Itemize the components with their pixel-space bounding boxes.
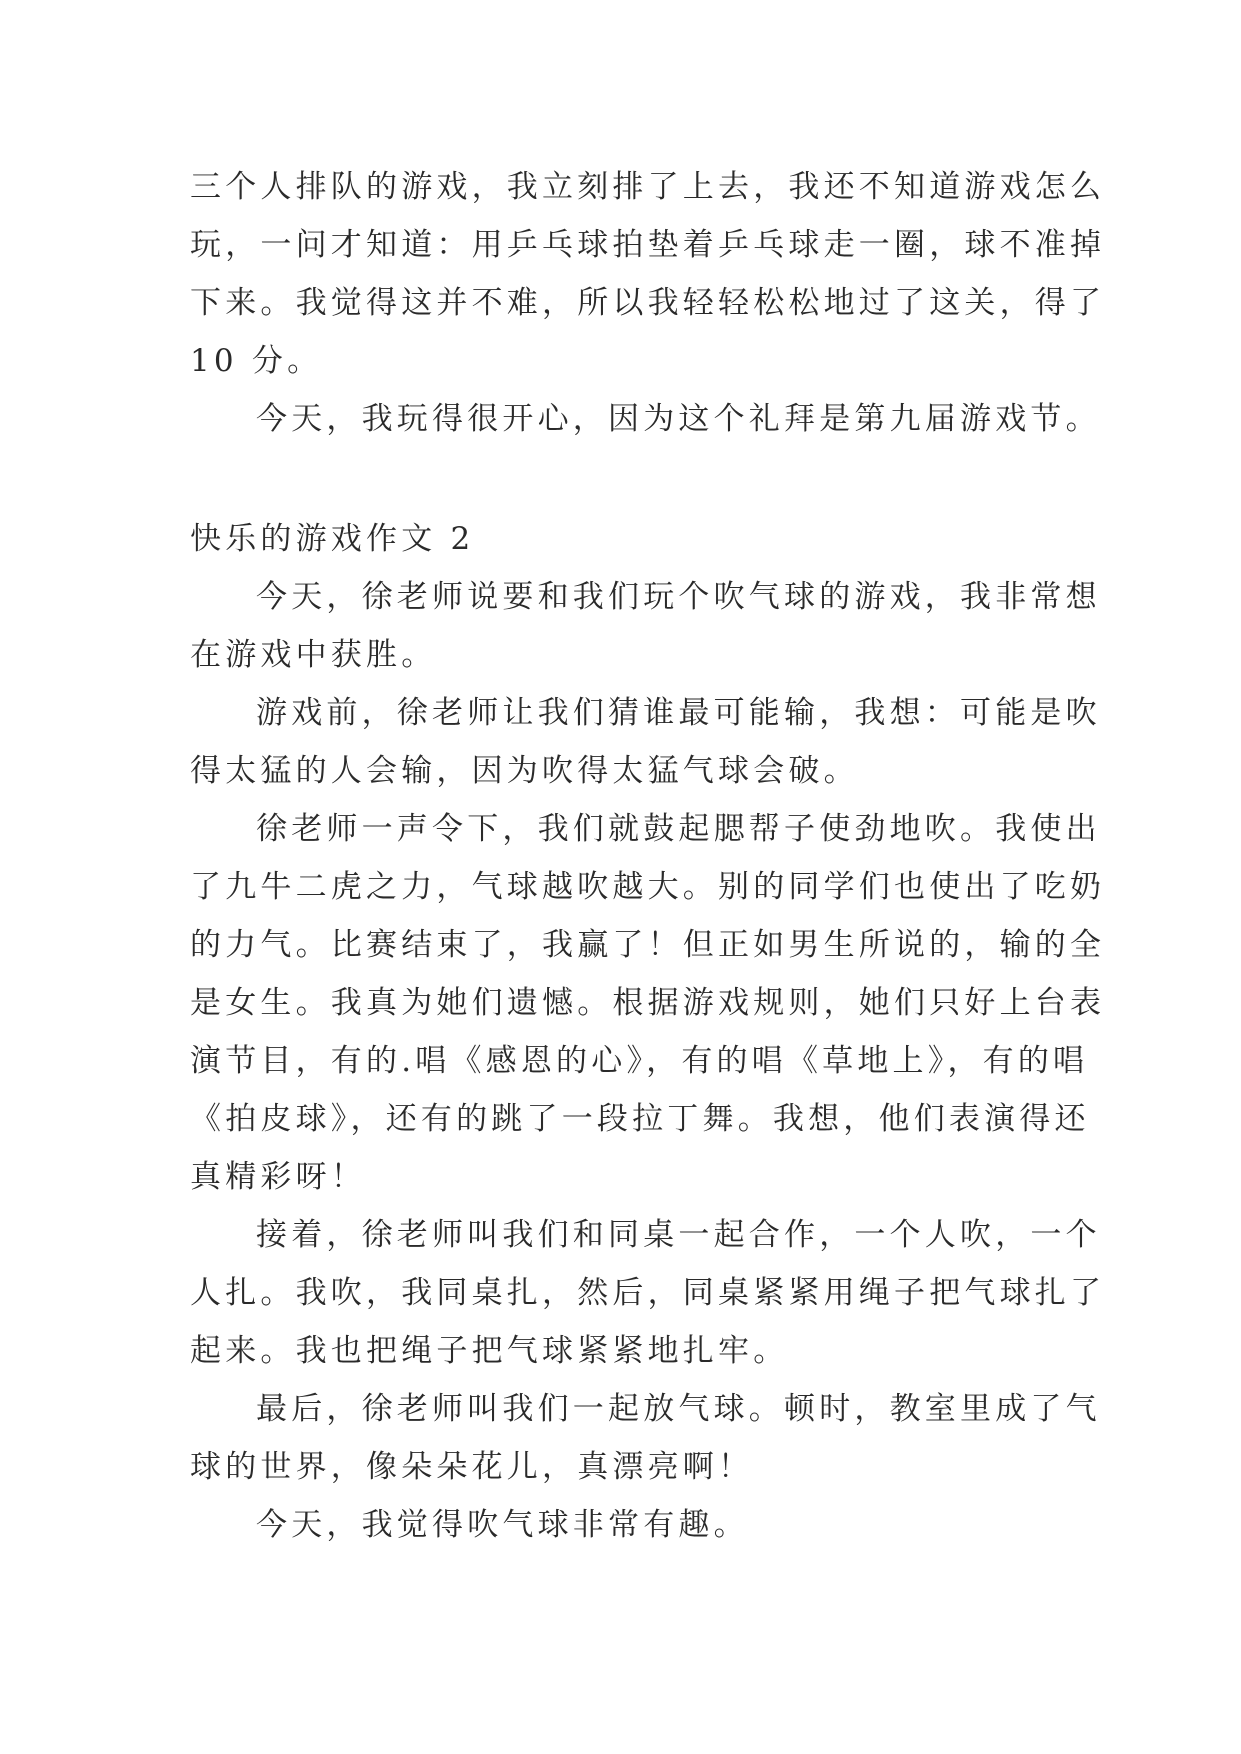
text-line: 是女生。我真为她们遗憾。根据游戏规则，她们只好上台表 <box>190 985 1106 1021</box>
text-line: 今天，徐老师说要和我们玩个吹气球的游戏，我非常想 <box>256 579 1101 615</box>
text-line: 下来。我觉得这并不难，所以我轻轻松松地过了这关，得了 <box>190 285 1106 321</box>
essay-title <box>190 510 1070 568</box>
paragraph-2 <box>190 684 1101 800</box>
paragraph-6 <box>190 1496 1070 1554</box>
title-text: 快乐的游戏作文 2 <box>190 521 475 557</box>
paragraph-1 <box>190 568 1101 684</box>
text-line: 今天，我玩得很开心，因为这个礼拜是第九届游戏节。 <box>256 401 1101 437</box>
paragraph-4 <box>190 1206 1106 1380</box>
text-line: 在游戏中获胜。 <box>190 637 437 673</box>
text-line: 玩，一问才知道：用乒乓球拍垫着乒乓球走一圈，球不准掉 <box>190 227 1106 263</box>
text-line: 接着，徐老师叫我们和同桌一起合作，一个人吹，一个 <box>256 1217 1101 1253</box>
text-line: 球的世界，像朵朵花儿，真漂亮啊！ <box>190 1449 754 1485</box>
text-line: 《拍皮球》，还有的跳了一段拉丁舞。我想，他们表演得还 <box>190 1101 1090 1137</box>
text-line: 起来。我也把绳子把气球紧紧地扎牢。 <box>190 1333 789 1369</box>
closing-paragraph <box>190 390 1101 448</box>
text-line: 真精彩呀！ <box>190 1159 366 1195</box>
text-line: 10 分。 <box>190 343 323 379</box>
paragraph-5 <box>190 1380 1101 1496</box>
text-line: 的力气。比赛结束了，我赢了！但正如男生所说的，输的全 <box>190 927 1106 963</box>
text-line: 了九牛二虎之力，气球越吹越大。别的同学们也使出了吃奶 <box>190 869 1106 905</box>
continued-paragraph <box>190 158 1106 390</box>
paragraph-3 <box>190 800 1106 1206</box>
text-line: 人扎。我吹，我同桌扎，然后，同桌紧紧用绳子把气球扎了 <box>190 1275 1106 1311</box>
text-line: 三个人排队的游戏，我立刻排了上去，我还不知道游戏怎么 <box>190 169 1106 205</box>
text-line: 最后，徐老师叫我们一起放气球。顿时，教室里成了气 <box>256 1391 1101 1427</box>
text-line: 徐老师一声令下，我们就鼓起腮帮子使劲地吹。我使出 <box>256 811 1101 847</box>
text-line: 得太猛的人会输，因为吹得太猛气球会破。 <box>190 753 859 789</box>
text-line: 演节目，有的.唱《感恩的心》，有的唱《草地上》，有的唱 <box>190 1043 1089 1079</box>
text-line: 今天，我觉得吹气球非常有趣。 <box>256 1507 749 1543</box>
text-line: 游戏前，徐老师让我们猜谁最可能输，我想：可能是吹 <box>256 695 1101 731</box>
